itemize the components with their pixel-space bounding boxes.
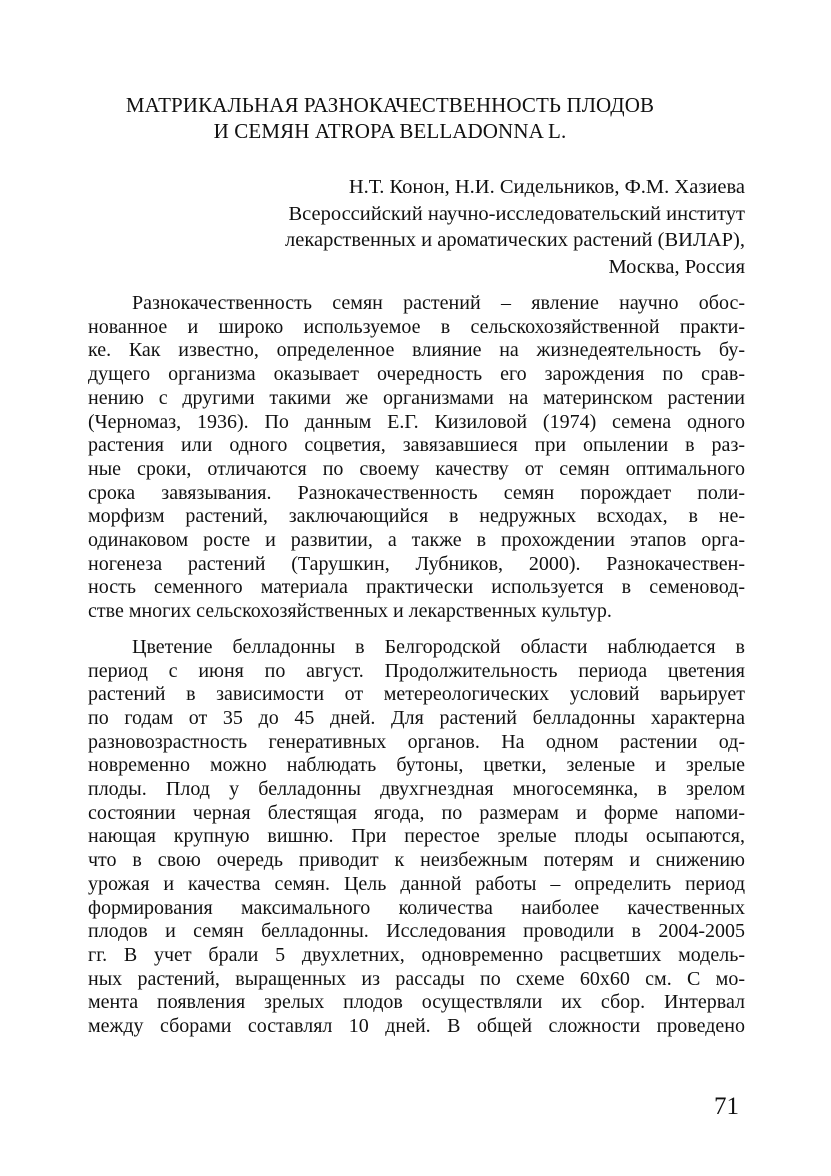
paragraph-line: плодов и семян белладонны. Исследования проводили в 2004-2005 <box>88 920 745 943</box>
article-body <box>88 292 745 1039</box>
paragraph-line: нающая крупную вишню. При перестое зрелые плоды осыпаются, <box>88 825 745 848</box>
paragraph-line: между сборами составлял 10 дней. В общей сложности проведено <box>88 1015 745 1038</box>
author-block <box>185 174 745 280</box>
paragraph-line: растений в зависимости от метереологических условий варьирует <box>88 683 745 706</box>
paragraph-line: ных растений, выращенных из рассады по схеме 60х60 см. С мо- <box>88 967 745 990</box>
paragraph-line: стве многих сельскохозяйственных и лекарственных культур. <box>88 600 612 623</box>
paragraph-line: ногенеза растений (Тарушкин, Лубников, 2000). Разнокачествен- <box>88 552 745 575</box>
paragraph-line: растения или одного соцветия, завязавшиеся при опылении в раз- <box>88 434 745 457</box>
paragraph-1 <box>88 292 745 624</box>
paragraph-line: Разнокачественность семян растений – явление научно обос- <box>132 292 745 314</box>
paragraph-line: ность семенного материала практически используется в семеновод- <box>88 576 745 599</box>
paragraph-line: новременно можно наблюдать бутоны, цветки, зеленые и зрелые <box>88 754 745 777</box>
paragraph-line: Цветение белладонны в Белгородской области наблюдается в <box>132 635 745 658</box>
page-number: 71 <box>714 1093 739 1120</box>
paragraph-line: дущего организма оказывает очередность его зарождения по срав- <box>88 363 745 386</box>
paragraph-line: гг. В учет брали 5 двухлетних, одновременно расцветших модель- <box>88 943 745 966</box>
institution-line-3: Москва, Россия <box>608 255 745 278</box>
paragraph-line: ке. Как известно, определенное влияние на жизнедеятельность бу- <box>88 339 745 362</box>
paragraph-line: срока завязывания. Разнокачественность семян порождает поли- <box>88 481 745 504</box>
authors: Н.Т. Конон, Н.И. Сидельников, Ф.М. Хазиева <box>348 176 745 198</box>
paragraph-line: разновозрастность генеративных органов. На одном растении од- <box>88 730 745 753</box>
paragraph-2 <box>88 636 745 1039</box>
institution-line-1: Всероссийский научно-исследовательский институт <box>288 202 745 225</box>
paragraph-line: одинаковом росте и развитии, а также в прохождении этапов орга- <box>88 529 745 552</box>
paragraph-line: формирования максимального количества наиболее качественных <box>88 896 745 919</box>
title-line-2: И СЕМЯН ATROPA BELLADONNA L. <box>213 119 567 143</box>
paragraph-line: (Черномаз, 1936). По данным Е.Г. Кизиловой (1974) семена одного <box>88 410 745 433</box>
paragraph-line: плоды. Плод у белладонны двухгнездная многосемянка, в зрелом <box>88 778 745 801</box>
paragraph-line: мента появления зрелых плодов осуществляли их сбор. Интервал <box>88 991 745 1014</box>
article-title <box>90 92 690 144</box>
paragraph-line: что в свою очередь приводит к неизбежным потерям и снижению <box>88 849 745 872</box>
paragraph-line: ные сроки, отличаются по своему качеству от семян оптимального <box>88 457 745 480</box>
title-line-1: МАТРИКАЛЬНАЯ РАЗНОКАЧЕСТВЕННОСТЬ ПЛОДОВ <box>125 93 655 117</box>
institution-line-2: лекарственных и ароматических растений (ВИЛАР), <box>285 229 745 251</box>
paragraph-line: по годам от 35 до 45 дней. Для растений белладонны характерна <box>88 706 745 729</box>
paragraph-line: урожая и качества семян. Цель данной работы – определить период <box>88 872 745 895</box>
paragraph-line: период с июня по август. Продолжительность периода цветения <box>88 659 745 682</box>
paragraph-line: морфизм растений, заключающийся в недружных всходах, в не- <box>88 505 745 528</box>
paragraph-line: нованное и широко используемое в сельскохозяйственной практи- <box>88 315 745 338</box>
paragraph-line: состоянии черная блестящая ягода, по размерам и форме напоми- <box>88 801 745 824</box>
paragraph-line: нению с другими такими же организмами на материнском растении <box>88 386 745 409</box>
